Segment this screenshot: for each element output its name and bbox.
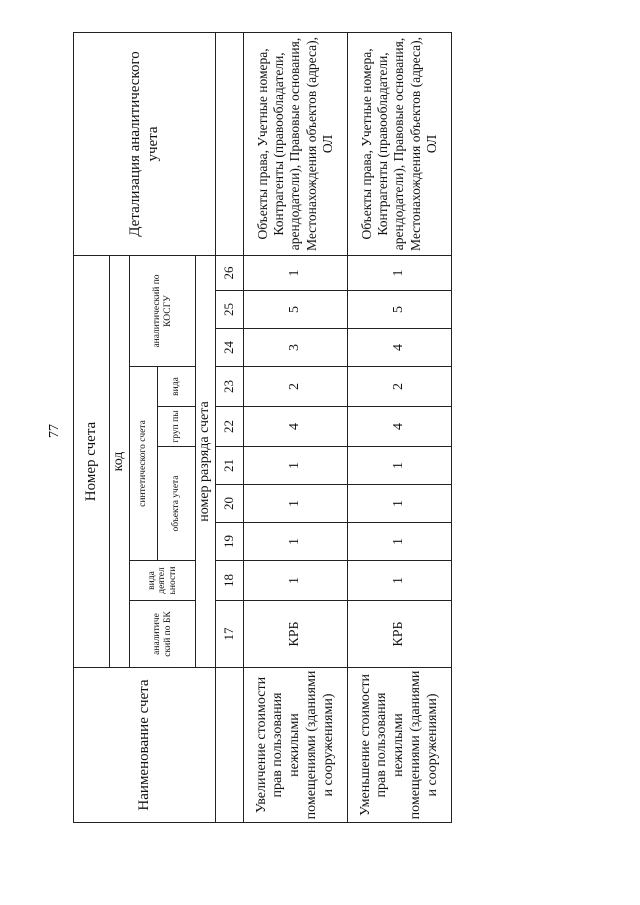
row-value: 1 (244, 255, 348, 290)
row-value: 4 (348, 407, 452, 447)
header-account-number: Номер счета (74, 255, 110, 667)
row-value: 1 (244, 447, 348, 485)
header-analytic-kosgu: аналитический по КОСГУ (130, 255, 196, 366)
row-value: 1 (348, 485, 452, 523)
row-account-name: Уменьшение стоимости прав пользования нежилыми помещениями (зданиями и сооружениями) (348, 668, 452, 823)
row-value: 1 (244, 523, 348, 561)
header-digit-number: номер разряда счета (196, 255, 216, 667)
digit-cell: 26 (216, 255, 244, 290)
digit-cell: 21 (216, 447, 244, 485)
row-value: 2 (244, 367, 348, 407)
row-value: 1 (244, 561, 348, 601)
row-value: 4 (244, 407, 348, 447)
row-detail: Объекты права, Учетные номера, Контрагенты (правообладатели, арендодатели), Правовые основания, Местонахождения объектов (адреса), ОЛ (348, 32, 452, 255)
header-type: вида (158, 367, 196, 407)
digit-cell-blank-right (216, 32, 244, 255)
row-detail: Объекты права, Учетные номера, Контрагенты (правообладатели, арендодатели), Правовые основания, Местонахождения объектов (адреса), ОЛ (244, 32, 348, 255)
row-value: 1 (348, 561, 452, 601)
row-value: 1 (348, 523, 452, 561)
header-detail: Детализация аналитического учета (74, 32, 216, 255)
header-group: груп пы (158, 407, 196, 447)
digit-cell: 19 (216, 523, 244, 561)
row-value: 3 (244, 329, 348, 367)
row-value: 4 (348, 329, 452, 367)
digit-cell: 20 (216, 485, 244, 523)
header-code: код (110, 255, 130, 667)
table-row (348, 32, 452, 822)
digit-cell: 17 (216, 601, 244, 668)
row-value: КРБ (348, 601, 452, 668)
digit-cell: 22 (216, 407, 244, 447)
header-account-object: объекта учета (158, 447, 196, 561)
digit-cell: 18 (216, 561, 244, 601)
header-activity-type: вида деятел ьности (130, 561, 196, 601)
table-row (244, 32, 348, 822)
page-number: 77 (47, 424, 62, 438)
row-value: 5 (244, 291, 348, 329)
digit-cell: 25 (216, 291, 244, 329)
account-table-wrapper (73, 33, 451, 823)
header-analytic-bk: аналитиче ский по БК (130, 601, 196, 668)
account-table-rotated (73, 33, 451, 823)
digit-cell-blank-left (216, 668, 244, 823)
row-value: КРБ (244, 601, 348, 668)
digit-cell: 24 (216, 329, 244, 367)
row-value: 1 (348, 447, 452, 485)
digit-cell: 23 (216, 367, 244, 407)
row-value: 1 (348, 255, 452, 290)
account-table (73, 32, 452, 823)
row-value: 2 (348, 367, 452, 407)
row-account-name: Увеличение стоимости прав пользования нежилыми помещениями (зданиями и сооружениями) (244, 668, 348, 823)
header-synthetic: синтетического счета (130, 367, 158, 561)
row-value: 5 (348, 291, 452, 329)
header-account-name: Наименование счета (74, 668, 216, 823)
row-value: 1 (244, 485, 348, 523)
